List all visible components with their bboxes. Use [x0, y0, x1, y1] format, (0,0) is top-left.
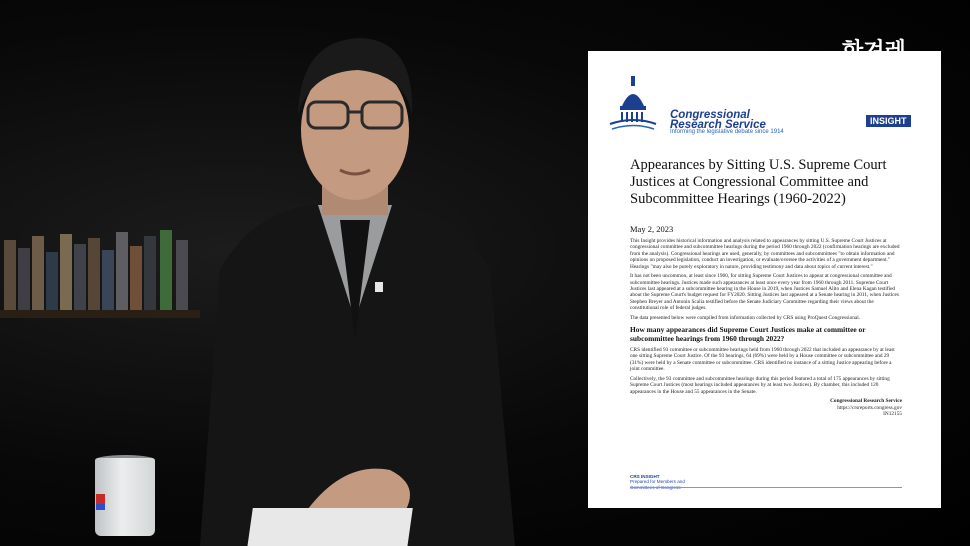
bookshelf — [0, 230, 200, 310]
document-body — [630, 238, 902, 418]
org-name-line2: Research Service — [670, 119, 766, 131]
mug-logo-red — [96, 494, 105, 504]
org-name — [670, 110, 766, 130]
capitol-dome-icon — [608, 76, 658, 133]
org-name-line1: Congressional — [670, 109, 750, 121]
document-id: IN12155 — [883, 411, 902, 418]
presenter — [190, 20, 520, 546]
insight-badge: INSIGHT — [866, 115, 911, 127]
footer-line1: CRS INSIGHT — [630, 474, 660, 479]
footer-rule — [630, 487, 902, 488]
paragraph-3: The data presented below were compiled from information collected by CRS using ProQuest Congressional. — [630, 314, 861, 321]
org-tagline: Informing the legislative debate since 1914 — [670, 129, 784, 135]
section-heading: How many appearances did Supreme Court Justices make at committee or subcommittee hearings from 1960 through 2022? — [630, 325, 866, 343]
footer-line2: Prepared for Members and — [630, 479, 685, 485]
paragraph-1: This Insight provides historical information and analysis related to appearances by sitting U.S. Supreme Court Justices at congressional committee and subcommittee hearings during the period 1960 through 2022 (confirmation hearings are excluded from the analysis). Congressional hearings are used, generally, by committees and subcommittees "to obtain information and opinions on proposed legislation, conduct an investigation, or evaluate/oversee the activities of a government department." Hearings "may also be purely exploratory in nature, providing testimony and data about topics of current interest." — [630, 238, 900, 270]
crs-url: https://crsreports.congress.gov — [837, 404, 902, 411]
document-title: Appearances by Sitting U.S. Supreme Court Justices at Congressional Committee and Subcommittee Hearings (1960-2022) — [630, 157, 887, 207]
paragraph-5: Collectively, the 93 committee and subcommittee hearings during this period featured a total of 175 appearances by sitting Supreme Court Justices (most hearings included appearances by at least two Justices). By chamber, this included 120 appearances in the House and 55 appearances in the Senate. — [630, 375, 890, 395]
desk-papers — [247, 508, 413, 546]
mug-logo-blue — [96, 504, 105, 510]
document-date: May 2, 2023 — [630, 224, 674, 234]
crs-document — [588, 51, 941, 508]
signature: Congressional Research Service — [830, 398, 902, 405]
paragraph-4: CRS identified 93 committee or subcommittee hearings held from 1960 through 2022 that included an appearance by at least one sitting Supreme Court Justice. Of the 93 hearings, 64 (69%) were held by a House committee or subcommittee and 29 (31%) were held by a Senate committee or subcommittee. CRS identified no instance of a sitting Justice appearing before a joint committee. — [630, 347, 895, 373]
paragraph-2: It has not been uncommon, at least since 1960, for sitting Supreme Court Justices to appear at congressional committee and subcommittee hearings. Justices made such appearances at least once every year from 1960 through 2011. Supreme Court Justices last appeared at a subcommittee hearing in the House in 2019, when Justices Samuel Alito and Elena Kagan testified about the Supreme Court's budget request for FY2020. Sitting Justices last appeared at a Senate hearing in 2011, when Justices Stephen Breyer and Antonin Scalia testified before the Senate Judiciary Committee regarding their views about the constitutional role of federal judges. — [630, 273, 899, 312]
shelf-board — [0, 310, 200, 318]
